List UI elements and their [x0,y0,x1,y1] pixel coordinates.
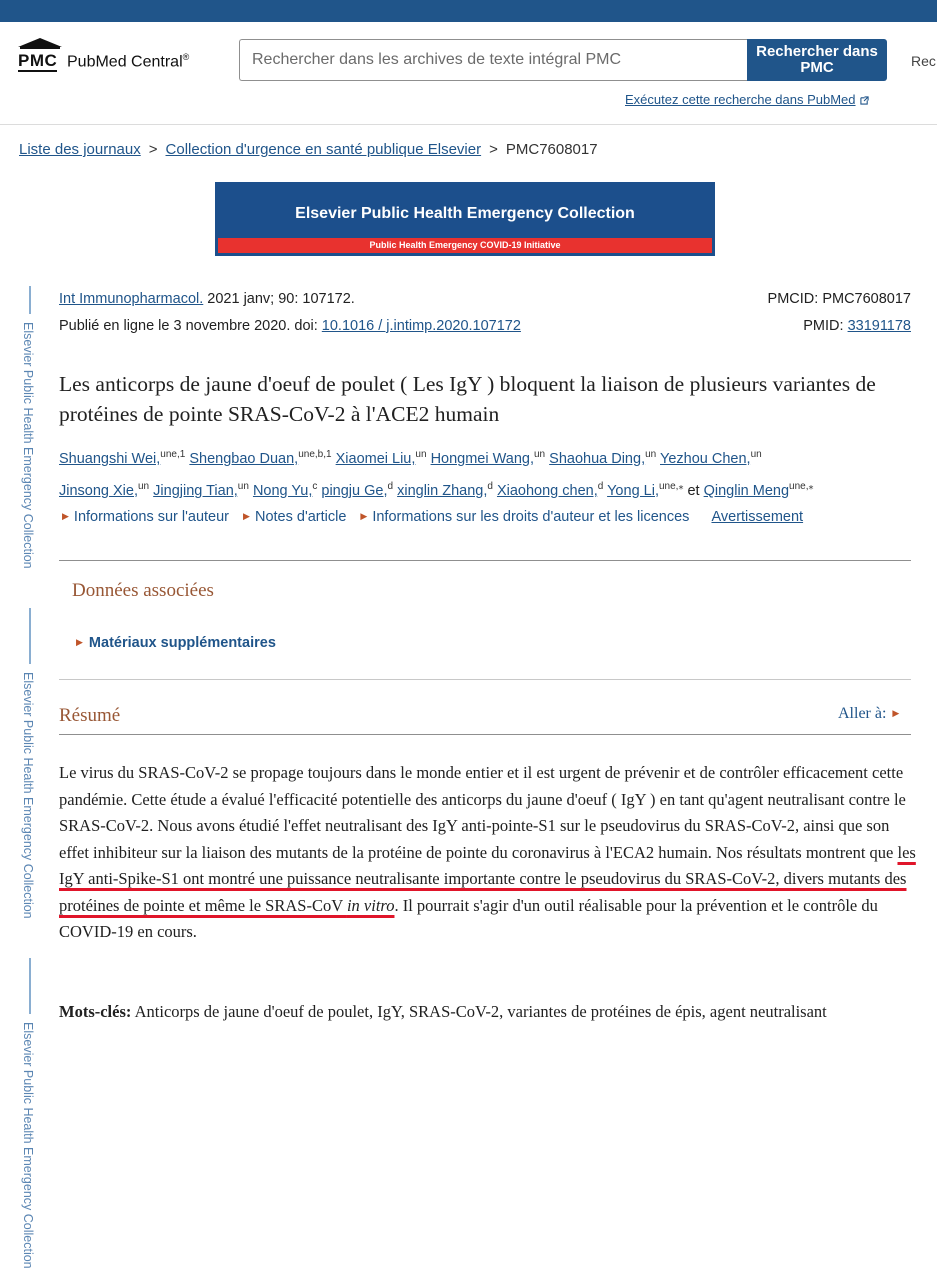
author-affiliation[interactable]: un [138,480,150,492]
header-divider [0,124,937,125]
caret-right-icon: ▶ [360,511,368,521]
author-info-toggle[interactable]: ▶ Informations sur l'auteur [62,509,230,525]
pmc-logo[interactable] [18,38,208,74]
pmc-roof-icon [18,38,62,50]
caret-right-icon: ▶ [243,511,250,521]
sidebar-collection-label[interactable]: Elsevier Public Health Emergency Collection [21,322,35,569]
caret-right-icon: ▶ [892,708,900,718]
abstract-heading: Résumé [59,705,121,726]
author-affiliation[interactable]: d [487,480,493,492]
author-link[interactable]: Yong Li, [607,482,659,499]
journal-link[interactable]: Int Immunopharmacol. [59,291,204,307]
breadcrumb-sep: > [489,141,498,158]
author-affiliation[interactable]: une,1 [160,449,186,460]
author-link[interactable]: Xiaomei Liu, [335,450,416,467]
author-link[interactable]: Jinsong Xie, [59,482,138,499]
supplementary-toggle[interactable]: ▶ Matériaux supplémentaires [76,635,276,651]
copyright-toggle[interactable]: ▶ Informations sur les droits d'auteur et les licences [360,509,690,525]
search-input[interactable] [239,39,747,81]
author-affiliation[interactable]: une,b,1 [298,449,332,460]
banner-strip: Public Health Emergency COVID-19 Initiative [218,238,712,253]
goto-menu[interactable]: Aller à: ▶ [838,705,900,722]
associated-data-heading: Données associées [72,580,214,601]
breadcrumb-current: PMC7608017 [505,141,598,158]
author-link[interactable]: Shuangshi Wei, [59,450,161,467]
author-affiliation[interactable]: une,⁎ [658,480,684,492]
pmid-label: PMID: [803,318,848,334]
author-link[interactable]: Xiaohong chen, [496,482,598,499]
section-divider [59,679,911,680]
sidebar-collection-label[interactable]: Elsevier Public Health Emergency Collection [21,1022,35,1269]
highlighted-finding: les IgY anti-Spike-S1 ont montré une puissance neutralisante importante contre le pseudovirus du SRAS-CoV-2, divers mutants des protéines de pointe et même le SRAS-CoV in vitro [59,842,916,915]
search-button[interactable]: Rechercher dans PMC [747,39,887,81]
published-line [59,318,521,334]
article-info-links [62,509,803,525]
top-bar [0,0,937,22]
published-text: Publié en ligne le 3 novembre 2020. doi: [59,318,322,334]
logo-name: PubMed Central® [67,52,190,71]
author-link[interactable]: Qinglin Meng [703,482,790,499]
article-title: Les anticorps de jaune d'oeuf de poulet ( Les IgY ) bloquent la liaison de plusieurs variantes de protéines de pointe SRAS-CoV-2 à l'ACE2 humain [59,372,876,426]
caret-right-icon: ▶ [76,637,83,647]
abstract-text: Le virus du SRAS-CoV-2 se propage toujours dans le monde entier et il est urgent de prévenir et de contrôler efficacement cette pandémie. Cette étude a évalué l'efficacité potentielle des anticorps du jaune d'oeuf ( IgY ) en tant qu'agent neutralisant contre le SRAS-CoV-2. Nous avons étudié l'effet neutralisant des IgY anti-pointe-S1 sur le pseudovirus du SRAS-CoV-2, ainsi que son effet inhibiteur sur la liaison des mutants de la protéine de pointe du coronavirus à l'ECA2 humain. Nos résultats montrent que les IgY anti-Spike-S1 ont montré une puissance neutralisante importante contre le pseudovirus du SRAS-CoV-2, divers mutants des protéines de pointe et même le SRAS-CoV in vitro. Il pourrait s'agir d'un outil réalisable pour la prévention et le contrôle du COVID-19 en cours. [59,763,916,941]
pmcid: PMCID: PMC7608017 [767,291,911,307]
article-notes-toggle[interactable]: ▶ Notes d'article [243,509,347,525]
cut-off-link[interactable]: Rec [911,53,936,69]
authors-and: et [687,482,700,499]
pubmed-search-link[interactable]: Exécutez cette recherche dans PubMed [625,92,869,107]
author-list [59,441,929,505]
citation-line [59,291,355,307]
author-affiliation[interactable]: un [237,480,249,492]
author-link[interactable]: Shaohua Ding, [549,450,646,467]
breadcrumb-collection[interactable]: Collection d'urgence en santé publique Elsevier [165,141,482,158]
author-link[interactable]: xinglin Zhang, [397,482,488,499]
author-affiliation[interactable]: un [534,449,546,460]
breadcrumb-journals[interactable]: Liste des journaux [19,141,141,158]
breadcrumb [19,141,598,158]
author-affiliation[interactable]: un [750,449,762,460]
citation-details: 2021 janv; 90: 107172. [203,291,355,307]
breadcrumb-sep: > [148,141,158,158]
collection-banner[interactable] [215,182,715,256]
abstract-divider [59,734,911,735]
logo-abbr: PMC [18,51,58,70]
author-affiliation[interactable]: c [312,480,318,492]
sidebar-line [29,608,31,664]
author-affiliation[interactable]: d [387,480,394,492]
author-link[interactable]: Yezhou Chen, [660,450,751,467]
author-link[interactable]: Shengbao Duan, [189,450,299,467]
sidebar-line [29,958,31,1014]
section-divider [59,560,911,561]
disclaimer-link[interactable]: Avertissement [711,509,804,525]
author-affiliation[interactable]: une,⁎ [789,480,814,492]
author-affiliation[interactable]: d [597,480,604,492]
banner-title: Elsevier Public Health Emergency Collection [295,205,635,222]
keywords [59,999,919,1026]
author-link[interactable]: Jingjing Tian, [153,482,238,499]
author-link[interactable]: Hongmei Wang, [430,450,534,467]
caret-right-icon: ▶ [62,511,69,521]
author-affiliation[interactable]: un [645,449,657,460]
pmid-link[interactable]: 33191178 [847,318,911,334]
author-link[interactable]: pingju Ge, [321,482,388,499]
author-affiliation[interactable]: un [415,449,427,460]
keywords-text: Anticorps de jaune d'oeuf de poulet, IgY, SRAS-CoV-2, variantes de protéines de épis, agent neutralisant [131,1002,827,1021]
doi-link[interactable]: 10.1016 / j.intimp.2020.107172 [321,318,521,334]
sidebar-collection-label[interactable]: Elsevier Public Health Emergency Collection [21,672,35,919]
sidebar-line [29,286,31,314]
author-link[interactable]: Nong Yu, [252,482,313,499]
keywords-label: Mots-clés: [59,1002,132,1021]
external-link-icon [860,96,869,105]
pmid-line [803,318,911,334]
